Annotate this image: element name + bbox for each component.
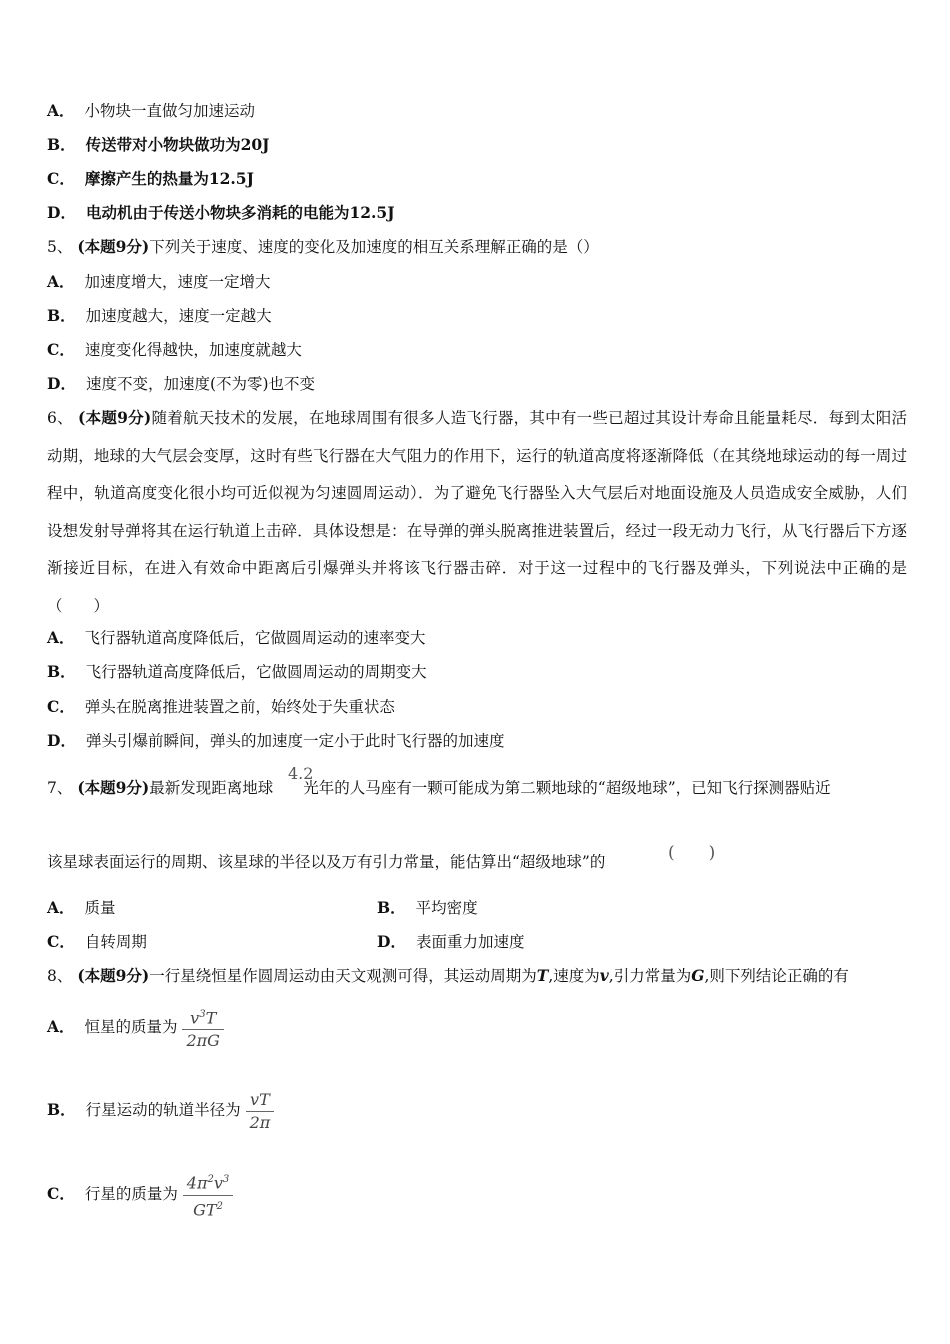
q8-c-fraction: $\frac{4\pi^2v^3}{GT^2}$ [183, 1171, 234, 1219]
q4-option-d: D． 电动机由于传送小物块多消耗的电能为12.5J [47, 203, 395, 222]
q6-option-b: B． 飞行器轨道高度降低后，它做圆周运动的周期变大 [47, 662, 427, 681]
q7-stem-line2: 该星球表面运行的周期、该星球的半径以及万有引力常量，能估算出“超级地球”的 [47, 853, 606, 871]
q7-distance-value: 4.2 [288, 764, 314, 783]
q8-option-a: A． 恒星的质量为 $\frac{v^3T}{2\pi G}$ [47, 1002, 224, 1052]
q5-option-b: B． 加速度越大，速度一定越大 [47, 306, 272, 325]
q8-option-b: B． 行星运动的轨道半径为 $\frac{vT}{2\pi}$ [47, 1085, 274, 1135]
q5-option-c: C． 速度变化得越快，加速度就越大 [47, 340, 302, 359]
q8-stem: 8、 (本题9分)一行星绕恒星作圆周运动由天文观测可得，其运动周期为T,速度为v,引力常量为G,则下列结论正确的有 [47, 966, 849, 985]
q4-option-a: A． 小物块一直做匀加速运动 [47, 101, 256, 120]
q6-option-d: D． 弹头引爆前瞬间，弹头的加速度一定小于此时飞行器的加速度 [47, 731, 505, 750]
q5-option-d: D． 速度不变，加速度(不为零)也不变 [47, 374, 316, 393]
q7-answer-paren: ( ) [668, 843, 716, 863]
q7-option-b: B． 平均密度 [377, 898, 478, 917]
q7-option-d: D． 表面重力加速度 [377, 932, 525, 951]
q5-option-a: A． 加速度增大，速度一定增大 [47, 272, 271, 291]
q6-stem: 6、 (本题9分)随着航天技术的发展，在地球周围有很多人造飞行器，其中有一些已超过其设计寿命且能量耗尽．每到太阳活动期，地球的大气层会变厚，这时有些飞行器在大气阻力的作用下，运行的轨道高度将逐渐降低（在其绕地球运动的每一周过程中，轨道高度变化很小均可近似视为匀速圆周运动）．为了避免飞行器坠入大气层后对地面设施及人员造成安全威胁，人们设想发射导弹将其在运行轨道上击碎．具体设想是：在导弹的弹头脱离推进装置后，经过一段无动力飞行，从飞行器后下方逐渐接近目标，在进入有效命中距离后引爆弹头并将该飞行器击碎．对于这一过程中的飞行器及弹头，下列说法中正确的是（ ） [47, 408, 907, 615]
q5-stem: 5、 (本题9分)下列关于速度、速度的变化及加速度的相互关系理解正确的是（） [47, 237, 599, 256]
q6-option-c: C． 弹头在脱离推进装置之前，始终处于失重状态 [47, 697, 395, 716]
q8-b-fraction: $\frac{vT}{2\pi}$ [246, 1091, 275, 1132]
q8-option-c: C． 行星的质量为 $\frac{4\pi^2v^3}{GT^2}$ [47, 1169, 233, 1219]
q7-stem-line1: 7、 (本题9分)最新发现距离地球 光年的人马座有一颗可能成为第二颗地球的“超级地球”，已知飞行探测器贴近 [47, 778, 831, 797]
q7-option-a: A． 质量 [47, 898, 116, 917]
q6-option-a: A． 飞行器轨道高度降低后，它做圆周运动的速率变大 [47, 628, 426, 647]
q4-option-c: C． 摩擦产生的热量为12.5J [47, 169, 254, 188]
q8-a-fraction: $\frac{v^3T}{2\pi G}$ [182, 1006, 223, 1050]
q4-option-b: B． 传送带对小物块做功为20J [47, 135, 270, 154]
q7-option-c: C． 自转周期 [47, 932, 147, 951]
